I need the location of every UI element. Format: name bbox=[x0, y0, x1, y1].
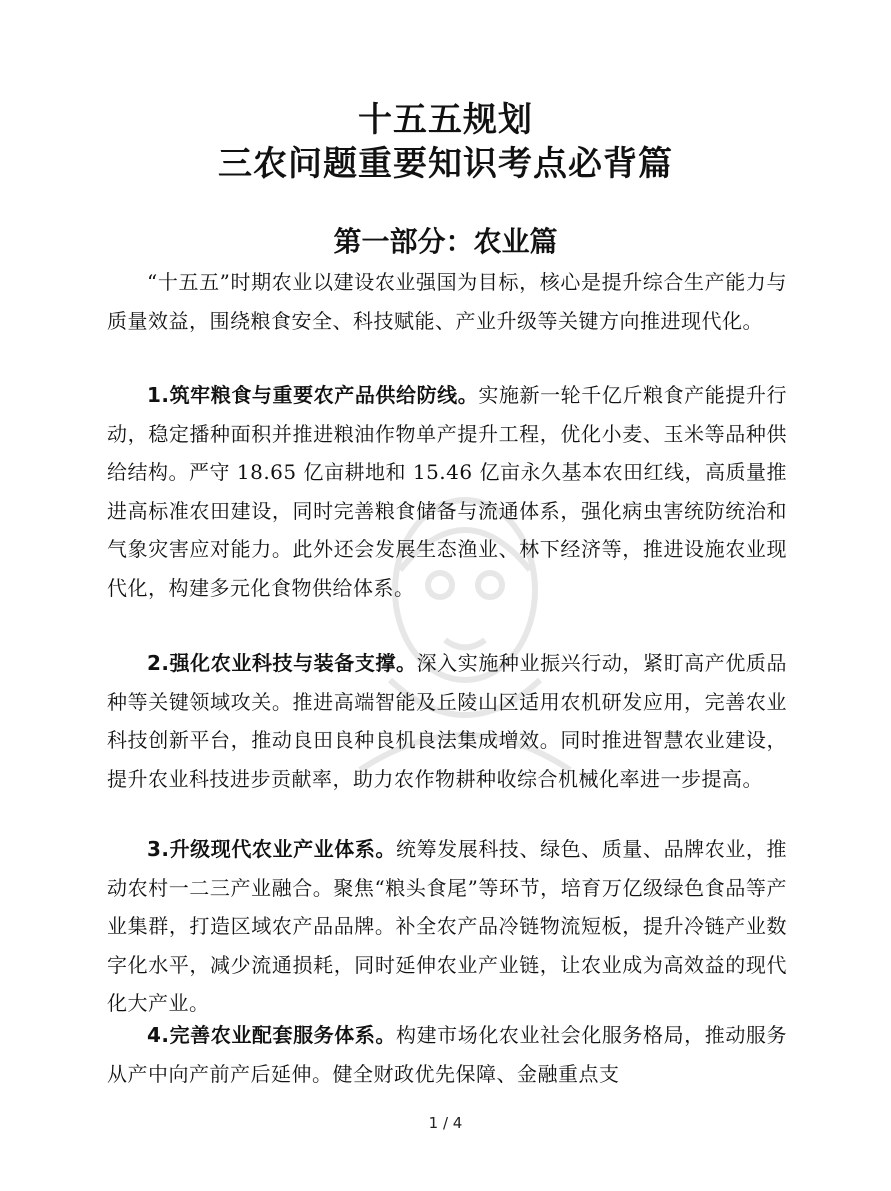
point-heading: 3.升级现代农业产业体系。 bbox=[147, 837, 397, 861]
point-heading: 2.强化农业科技与装备支撑。 bbox=[147, 651, 417, 675]
point-paragraph bbox=[107, 830, 787, 1023]
intro-paragraph: “十五五”时期农业以建设农业强国为目标，核心是提升综合生产能力与质量效益，围绕粮食安全、科技赋能、产业升级等关键方向推进现代化。 bbox=[107, 270, 787, 333]
point-body: 深入实施种业振兴行动，紧盯高产优质品种等关键领域攻关。推进高端智能及丘陵山区适用农机研发应用，完善农业科技创新平台，推动良田良种良机良法集成增效。同时推进智慧农业建设，提升农业科技进步贡献率，助力农作物耕种收综合机械化率进一步提高。 bbox=[107, 651, 788, 791]
point-paragraph bbox=[107, 644, 787, 798]
point-body: 构建市场化农业社会化服务格局，推动服务从产中向产前产后延伸。健全财政优先保障、金融重点支 bbox=[107, 1023, 788, 1086]
title-line-1: 十五五规划 bbox=[358, 100, 533, 140]
point-body: 实施新一轮千亿斤粮食产能提升行动，稳定播种面积并推进粮油作物单产提升工程，优化小麦、玉米等品种供给结构。严守 18.65 亿亩耕地和 15.46 亿亩永久基本农田红线，高质量推进高标准农田建设，同时完善粮食储备与流通体系，强化病虫害统防统治和气象灾害应对能力。此外还会发展生态渔业、林下经济等，推进设施农业现代化，构建多元化食物供给体系。 bbox=[107, 383, 788, 600]
point-paragraph bbox=[107, 1016, 787, 1093]
point-heading: 1.筑牢粮食与重要农产品供给防线。 bbox=[147, 383, 479, 407]
section-heading: 第一部分：农业篇 bbox=[333, 225, 558, 258]
page-number: 1 / 4 bbox=[428, 1114, 463, 1132]
title-line-2: 三农问题重要知识考点必背篇 bbox=[218, 144, 673, 184]
point-paragraph bbox=[107, 376, 787, 607]
point-heading: 4.完善农业配套服务体系。 bbox=[147, 1023, 397, 1047]
point-body: 统筹发展科技、绿色、质量、品牌农业，推动农村一二三产业融合。聚焦“粮头食尾”等环节，培育万亿级绿色食品等产业集群，打造区域农产品品牌。补全农产品冷链物流短板，提升冷链产业数字化水平，减少流通损耗，同时延伸农业产业链，让农业成为高效益的现代化大产业。 bbox=[107, 837, 788, 1015]
